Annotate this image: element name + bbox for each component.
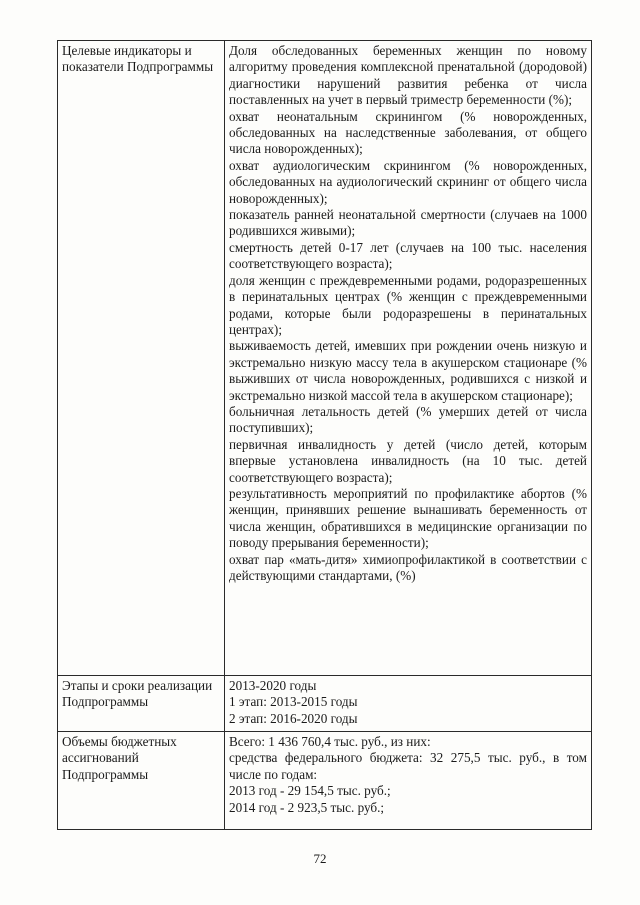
budget-item: 2014 год - 2 923,5 тыс. руб.; (229, 799, 385, 815)
table-row-indicators (58, 41, 592, 676)
indicator-item: выживаемость детей, имевших при рождении очень низкую и экстремально низкую массу тела в акушерском стационаре (% выживших от числа новорожденных, родившихся с низкой и экстремально низкой массой тела в акушерском стационаре); (229, 338, 587, 403)
table-row-stages (58, 676, 592, 732)
table-row-budget (58, 732, 592, 830)
indicator-item: первичная инвалидность у детей (число детей, которым впервые установлена инвалидность (на 10 тыс. детей соответствующего возраста); (229, 436, 587, 485)
budget-item: средства федерального бюджета: 32 275,5 тыс. руб., в том числе по годам: (229, 750, 587, 782)
indicator-item: смертность детей 0-17 лет (случаев на 100 тыс. населения соответствующего возраста); (229, 239, 587, 272)
stage-item: 2 этап: 2016-2020 годы (229, 710, 358, 726)
stage-item: 1 этап: 2013-2015 годы (229, 694, 358, 710)
indicator-item: охват неонатальным скринингом (% новорожденных, обследованных на наследственные заболевания, от общего числа новорожденных); (229, 108, 587, 157)
row-label-budget: Объемы бюджетных ассигнований Подпрограммы (58, 732, 225, 830)
passport-table (57, 40, 592, 830)
budget-item: 2013 год - 29 154,5 тыс. руб.; (229, 783, 391, 799)
row-content-budget (225, 732, 592, 830)
indicator-item: охват пар «мать-дитя» химиопрофилактикой в соответствии с действующими стандартами, (%) (229, 551, 587, 583)
indicator-item: показатель ранней неонатальной смертности (случаев на 1000 родившихся живыми); (229, 207, 587, 239)
stage-item: 2013-2020 годы (229, 678, 317, 693)
indicator-item: Доля обследованных беременных женщин по новому алгоритму проведения комплексной пренатальной (дородовой) диагностики нарушений развития ребенка от числа поставленных на учет в первый триместр беременности (%); (229, 43, 587, 108)
indicator-item: результативность мероприятий по профилактике абортов (% женщин, принявших решение вынашивать беременность от числа женщин, обратившихся в медицинские организации по поводу прерывания беременности); (229, 485, 587, 551)
row-label-indicators: Целевые индикаторы и показатели Подпрограммы (58, 41, 225, 676)
indicator-item: охват аудиологическим скринингом (% новорожденных, обследованных на аудиологический скрининг от общего числа новорожденных); (229, 157, 587, 206)
page-number: 72 (313, 851, 327, 866)
row-content-indicators (225, 41, 592, 676)
budget-item: Всего: 1 436 760,4 тыс. руб., из них: (229, 734, 431, 749)
indicator-item: больничная летальность детей (% умерших детей от числа поступивших); (229, 403, 587, 436)
row-label-stages: Этапы и сроки реализации Подпрограммы (58, 676, 225, 732)
indicator-item: доля женщин с преждевременными родами, родоразрешенных в перинатальных центрах (% женщин с преждевременными родами, которые были родоразрешены в перинатальных центрах); (229, 272, 587, 337)
row-content-stages (225, 676, 592, 732)
